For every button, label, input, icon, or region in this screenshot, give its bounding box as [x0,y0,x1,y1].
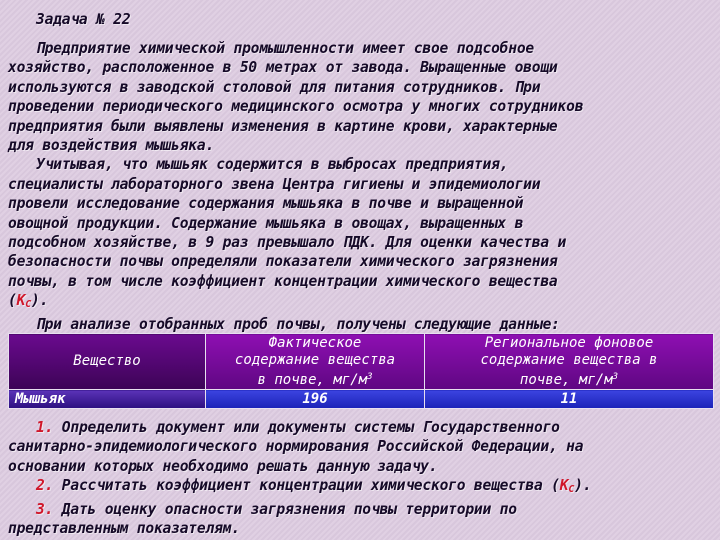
paren-open: ( [8,292,17,310]
header-regional: Региональное фоновое содержание вещества в почве, $мг/м^3$ [425,334,714,390]
table-row [9,390,714,409]
text-line: для воздействия мышьяка. [8,137,215,155]
c-subscript: С [25,299,32,311]
question-2: 2. Рассчитать коэффициент концентрации химического вещества $(К_С)$. [36,477,592,496]
cell-regional: 11 [425,390,714,409]
k-symbol: К [16,292,26,310]
kc-line [8,291,714,314]
header-actual: Фактическое содержание вещества в почве, $мг/м^3$ [206,334,425,390]
text-line: основании которых необходимо решать данную задачу. [8,457,438,475]
text-line: Учитывая, что мышьяк содержится в выбросах предприятия, [36,156,509,174]
paragraph-1 [8,39,714,334]
question-3: 3. Дать оценку опасности загрязнения почвы территории по [36,500,517,518]
data-table [8,333,714,409]
task-title: Задача № 22 [36,11,131,28]
text-line: хозяйство, расположенное в 50 метрах от завода. Выращенные овощи [8,59,558,77]
text-line: санитарно-эпидемиологического нормирования Российской Федерации, на [8,438,584,456]
text-line: почвы, в том числе коэффициент концентрации химического вещества [8,272,558,290]
text-line: представленным показателям. [8,520,240,538]
text-line: провели исследование содержания мышьяка в почве и выращенной [8,195,524,213]
text-line: используются в заводской столовой для питания сотрудников. При [8,78,541,96]
paren-close: ). [31,292,49,310]
question-1: 1. Определить документ или документы системы Государственного [36,419,560,436]
text-line: проведении периодического медицинского осмотра у многих сотрудников [8,98,584,116]
cell-actual: 196 [206,390,425,409]
text-line: При анализе отобранных проб почвы, получены следующие данные: [36,315,560,333]
text-line: Предприятие химической промышленности имеет свое подсобное [36,40,534,57]
text-line: предприятия были выявлены изменения в картине крови, характерные [8,117,558,135]
table-header-row [9,334,714,390]
text-line: безопасности почвы определяли показатели химического загрязнения [8,253,558,271]
text-line: подсобном хозяйстве, в 9 раз превышало ПДК. Для оценки качества и [8,234,567,252]
questions [8,418,714,538]
text-line: специалисты лабораторного звена Центра гигиены и эпидемиологии [8,175,541,193]
text-line: овощной продукции. Содержание мышьяка в овощах, выращенных в [8,214,524,232]
cell-substance: Мышьяк [9,390,206,409]
header-substance: Вещество [9,334,206,390]
